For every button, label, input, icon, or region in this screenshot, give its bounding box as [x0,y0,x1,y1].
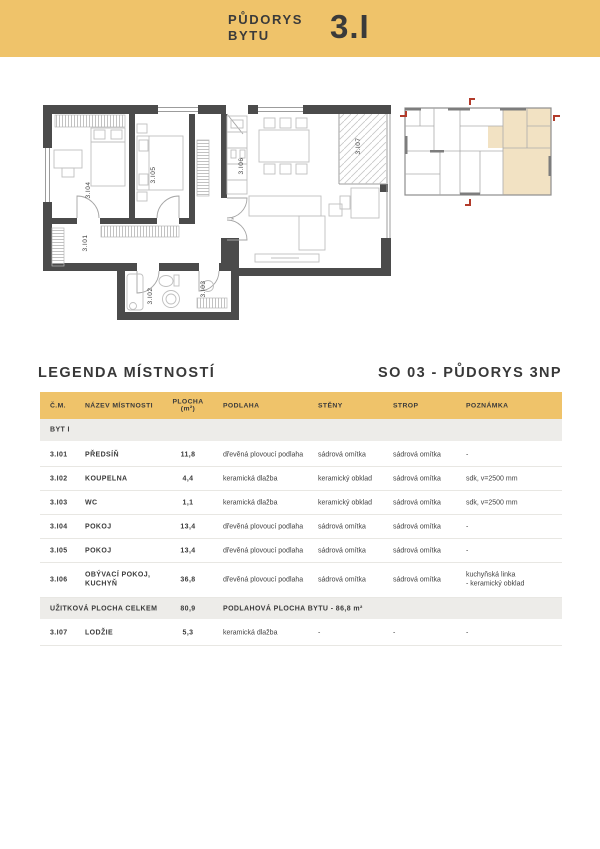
cell-cm: 3.I01 [50,451,68,458]
cell-podlaha: keramická dlažba [223,629,278,636]
legend-title: LEGENDA MÍSTNOSTÍ [38,365,216,381]
legend-table [40,392,562,646]
room-label-3i03: 3.I03 [200,280,207,298]
cell-poznamka: kuchyňská linka - keramický obklad [466,571,525,587]
col-plocha [165,398,211,413]
cell-poznamka: - [466,547,469,554]
summary-plocha: 80,9 [180,605,196,612]
cell-steny: - [318,629,321,636]
unit-number: 3.I [330,8,370,45]
cell-nazev: POKOJ [85,547,112,554]
section-label: BYT I [50,426,70,434]
cell-steny: sádrová omítka [318,547,366,554]
room-label-3i01: 3.I01 [82,234,89,252]
cell-plocha: 13,4 [180,523,196,530]
table-row [40,563,562,598]
cell-plocha: 1,1 [182,499,194,506]
room-label-3i05: 3.I05 [150,166,157,184]
room-label-3i02: 3.I02 [147,287,154,305]
col-strop: STROP [393,402,419,409]
cell-podlaha: keramická dlažba [223,475,278,482]
cell-plocha: 4,4 [182,475,194,482]
table-row [40,491,562,515]
cell-cm: 3.I07 [50,629,68,636]
table-row [40,467,562,491]
cell-poznamka: - [466,523,469,530]
cell-steny: sádrová omítka [318,576,366,584]
cell-steny: sádrová omítka [318,523,366,530]
cell-cm: 3.I05 [50,547,68,554]
sheet-title-line2: BYTU [228,28,270,43]
cell-cm: 3.I02 [50,475,68,482]
summary-row [40,598,562,620]
table-header-row [40,392,562,419]
table-row [40,443,562,467]
cell-strop: sádrová omítka [393,499,441,506]
key-plan [400,96,572,208]
cell-strop: sádrová omítka [393,451,441,458]
summary-label: UŽITKOVÁ PLOCHA CELKEM [50,605,158,612]
cell-podlaha: dřevěná plovoucí podlaha [223,576,304,584]
summary-note: PODLAHOVÁ PLOCHA BYTU - 86,8 m² [223,605,363,612]
cell-strop: sádrová omítka [393,547,441,554]
cell-poznamka: sdk, v=2500 mm [466,475,518,482]
cell-cm: 3.I04 [50,523,68,530]
floor-plan [43,100,391,320]
drawing-reference: SO 03 - PŮDORYS 3NP [378,365,562,381]
sheet-title-line1: PŮDORYS [228,12,304,27]
col-cm: Č.M. [50,402,66,409]
cell-plocha: 5,3 [182,629,194,636]
cell-poznamka: - [466,629,469,636]
col-nazev: NÁZEV MÍSTNOSTI [85,402,153,409]
cell-poznamka: sdk, v=2500 mm [466,499,518,506]
table-row [40,515,562,539]
cell-podlaha: keramická dlažba [223,499,278,506]
plan-wardrobe-hatches [52,114,386,308]
floor-drain-symbol: * [231,216,235,225]
cell-strop: sádrová omítka [393,523,441,530]
cell-strop: sádrová omítka [393,475,441,482]
cell-nazev: OBÝVACÍ POKOJ, KUCHYŇ [85,571,151,587]
cell-strop: - [393,629,396,636]
section-row [40,419,562,443]
room-label-3i04: 3.I04 [85,181,92,199]
cell-steny: sádrová omítka [318,451,366,458]
col-steny: STĚNY [318,402,343,409]
cell-poznamka: - [466,451,469,458]
col-plocha-label: PLOCHA [172,398,204,405]
cell-cm: 3.I06 [50,576,68,584]
cell-podlaha: dřevěná plovoucí podlaha [223,451,304,458]
col-plocha-unit: (m²) [180,405,196,413]
col-podlaha: PODLAHA [223,402,260,409]
room-label-3i06: 3.I06 [238,157,245,175]
cell-nazev: POKOJ [85,523,112,530]
cell-nazev: WC [85,499,98,506]
cell-plocha: 11,8 [180,451,196,458]
room-label-3i07: 3.I07 [355,137,362,155]
cell-plocha: 36,8 [180,576,196,584]
cell-strop: sádrová omítka [393,576,441,584]
cell-steny: keramický obklad [318,475,373,482]
cell-steny: keramický obklad [318,499,373,506]
sheet-title [228,12,303,44]
col-poznamka: POZNÁMKA [466,402,509,409]
cell-cm: 3.I03 [50,499,68,506]
cell-podlaha: dřevěná plovoucí podlaha [223,523,304,530]
cell-podlaha: dřevěná plovoucí podlaha [223,547,304,554]
table-row [40,620,562,646]
cell-plocha: 13,4 [180,547,196,554]
cell-nazev: LODŽIE [85,629,114,636]
cell-nazev: PŘEDSÍŇ [85,451,119,458]
table-row [40,539,562,563]
highlighted-unit [488,108,551,195]
cell-nazev: KOUPELNA [85,475,128,482]
